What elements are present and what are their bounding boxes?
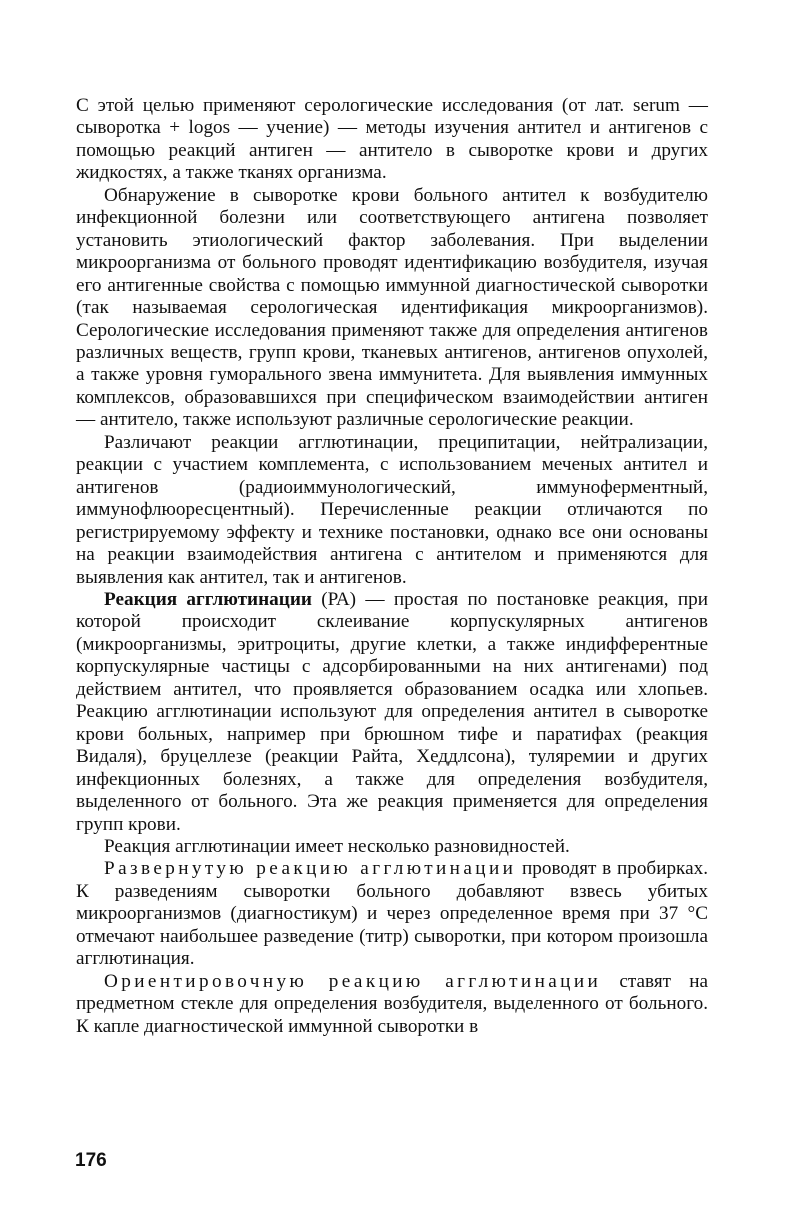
paragraph-agglutination-varieties: Реакция агглютинации имеет несколько разновидностей. bbox=[104, 835, 570, 857]
paragraph-agglutination-reaction: Реакция агглютинации (РА) — простая по постановке реакция, при которой происходит склеивание корпускулярных антигенов (микроорганизмы, эритроциты, другие клетки, а также индифферентные корпускулярные частицы с адсорбированными на них антигенами) под действием антител, что проявляется образованием осадка или хлопьев. Реакцию агглютинации используют для определения антител в сыворотке крови больных, например при брюшном тифе и паратифах (реакция Видаля), бруцеллезе (реакции Райта, Хеддлсона), туляремии и других инфекционных болезнях, а также для определения возбудителя, выделенного от больного. Эта же реакция применяется для определения групп крови. bbox=[76, 588, 709, 835]
paragraph-serological-intro: С этой целью применяют серологические исследования (от лат. serum — сыворотка + logos — учение) — методы изучения антител и антигенов с помощью реакций антиген — антитело в сыворотке крови и других жидкостях, а также тканях организма. bbox=[76, 95, 708, 184]
body-text bbox=[76, 95, 708, 1038]
paragraph-antibody-detection: Обнаружение в сыворотке крови больного антител к возбудителю инфекционной болезни или соответствующего антигена позволяет установить этиологический фактор заболевания. При выделении микроорганизма от больного проводят идентификацию возбудителя, изучая его антигенные свойства с помощью иммунной диагностической сыворотки (так называемая серологическая идентификация микроорганизмов). Серологические исследования применяют также для определения антигенов различных веществ, групп крови, тканевых антигенов, антигенов опухолей, а также уровня гуморального звена иммунитета. Для выявления иммунных комплексов, образовавшихся при специфическом взаимодействии антиген — антитело, также используют различные серологические реакции. bbox=[76, 184, 708, 431]
paragraph-slide-agglutination: Ориентировочную реакцию агглютинации ставят на предметном стекле для определения возбудителя, выделенного от больного. К капле диагностической иммунной сыворотки в bbox=[76, 970, 708, 1037]
paragraph-expanded-agglutination: Развернутую реакцию агглютинации проводят в пробирках. К разведениям сыворотки больного добавляют взвесь убитых микроорганизмов (диагностикум) и через определенное время при 37 °С отмечают наибольшее разведение (титр) сыворотки, при котором произошла агглютинация. bbox=[76, 858, 708, 970]
paragraph-reaction-types: Различают реакции агглютинации, преципитации, нейтрализации, реакции с участием комплемента, с использованием меченых антител и антигенов (радиоиммунологический, иммуноферментный, иммунофлюоресцентный). Перечисленные реакции отличаются по регистрируемому эффекту и технике постановки, однако все они основаны на реакции взаимодействия антигена с антителом и применяются для выявления как антител, так и антигенов. bbox=[76, 431, 708, 588]
term-agglutination-reaction: Реакция агглютинации bbox=[104, 588, 312, 610]
term-expanded-agglutination: Развернутую реакцию агглютинации bbox=[104, 858, 517, 880]
page-number: 176 bbox=[75, 1150, 107, 1171]
term-slide-agglutination: Ориентировочную реакцию агглютинации bbox=[104, 970, 602, 992]
